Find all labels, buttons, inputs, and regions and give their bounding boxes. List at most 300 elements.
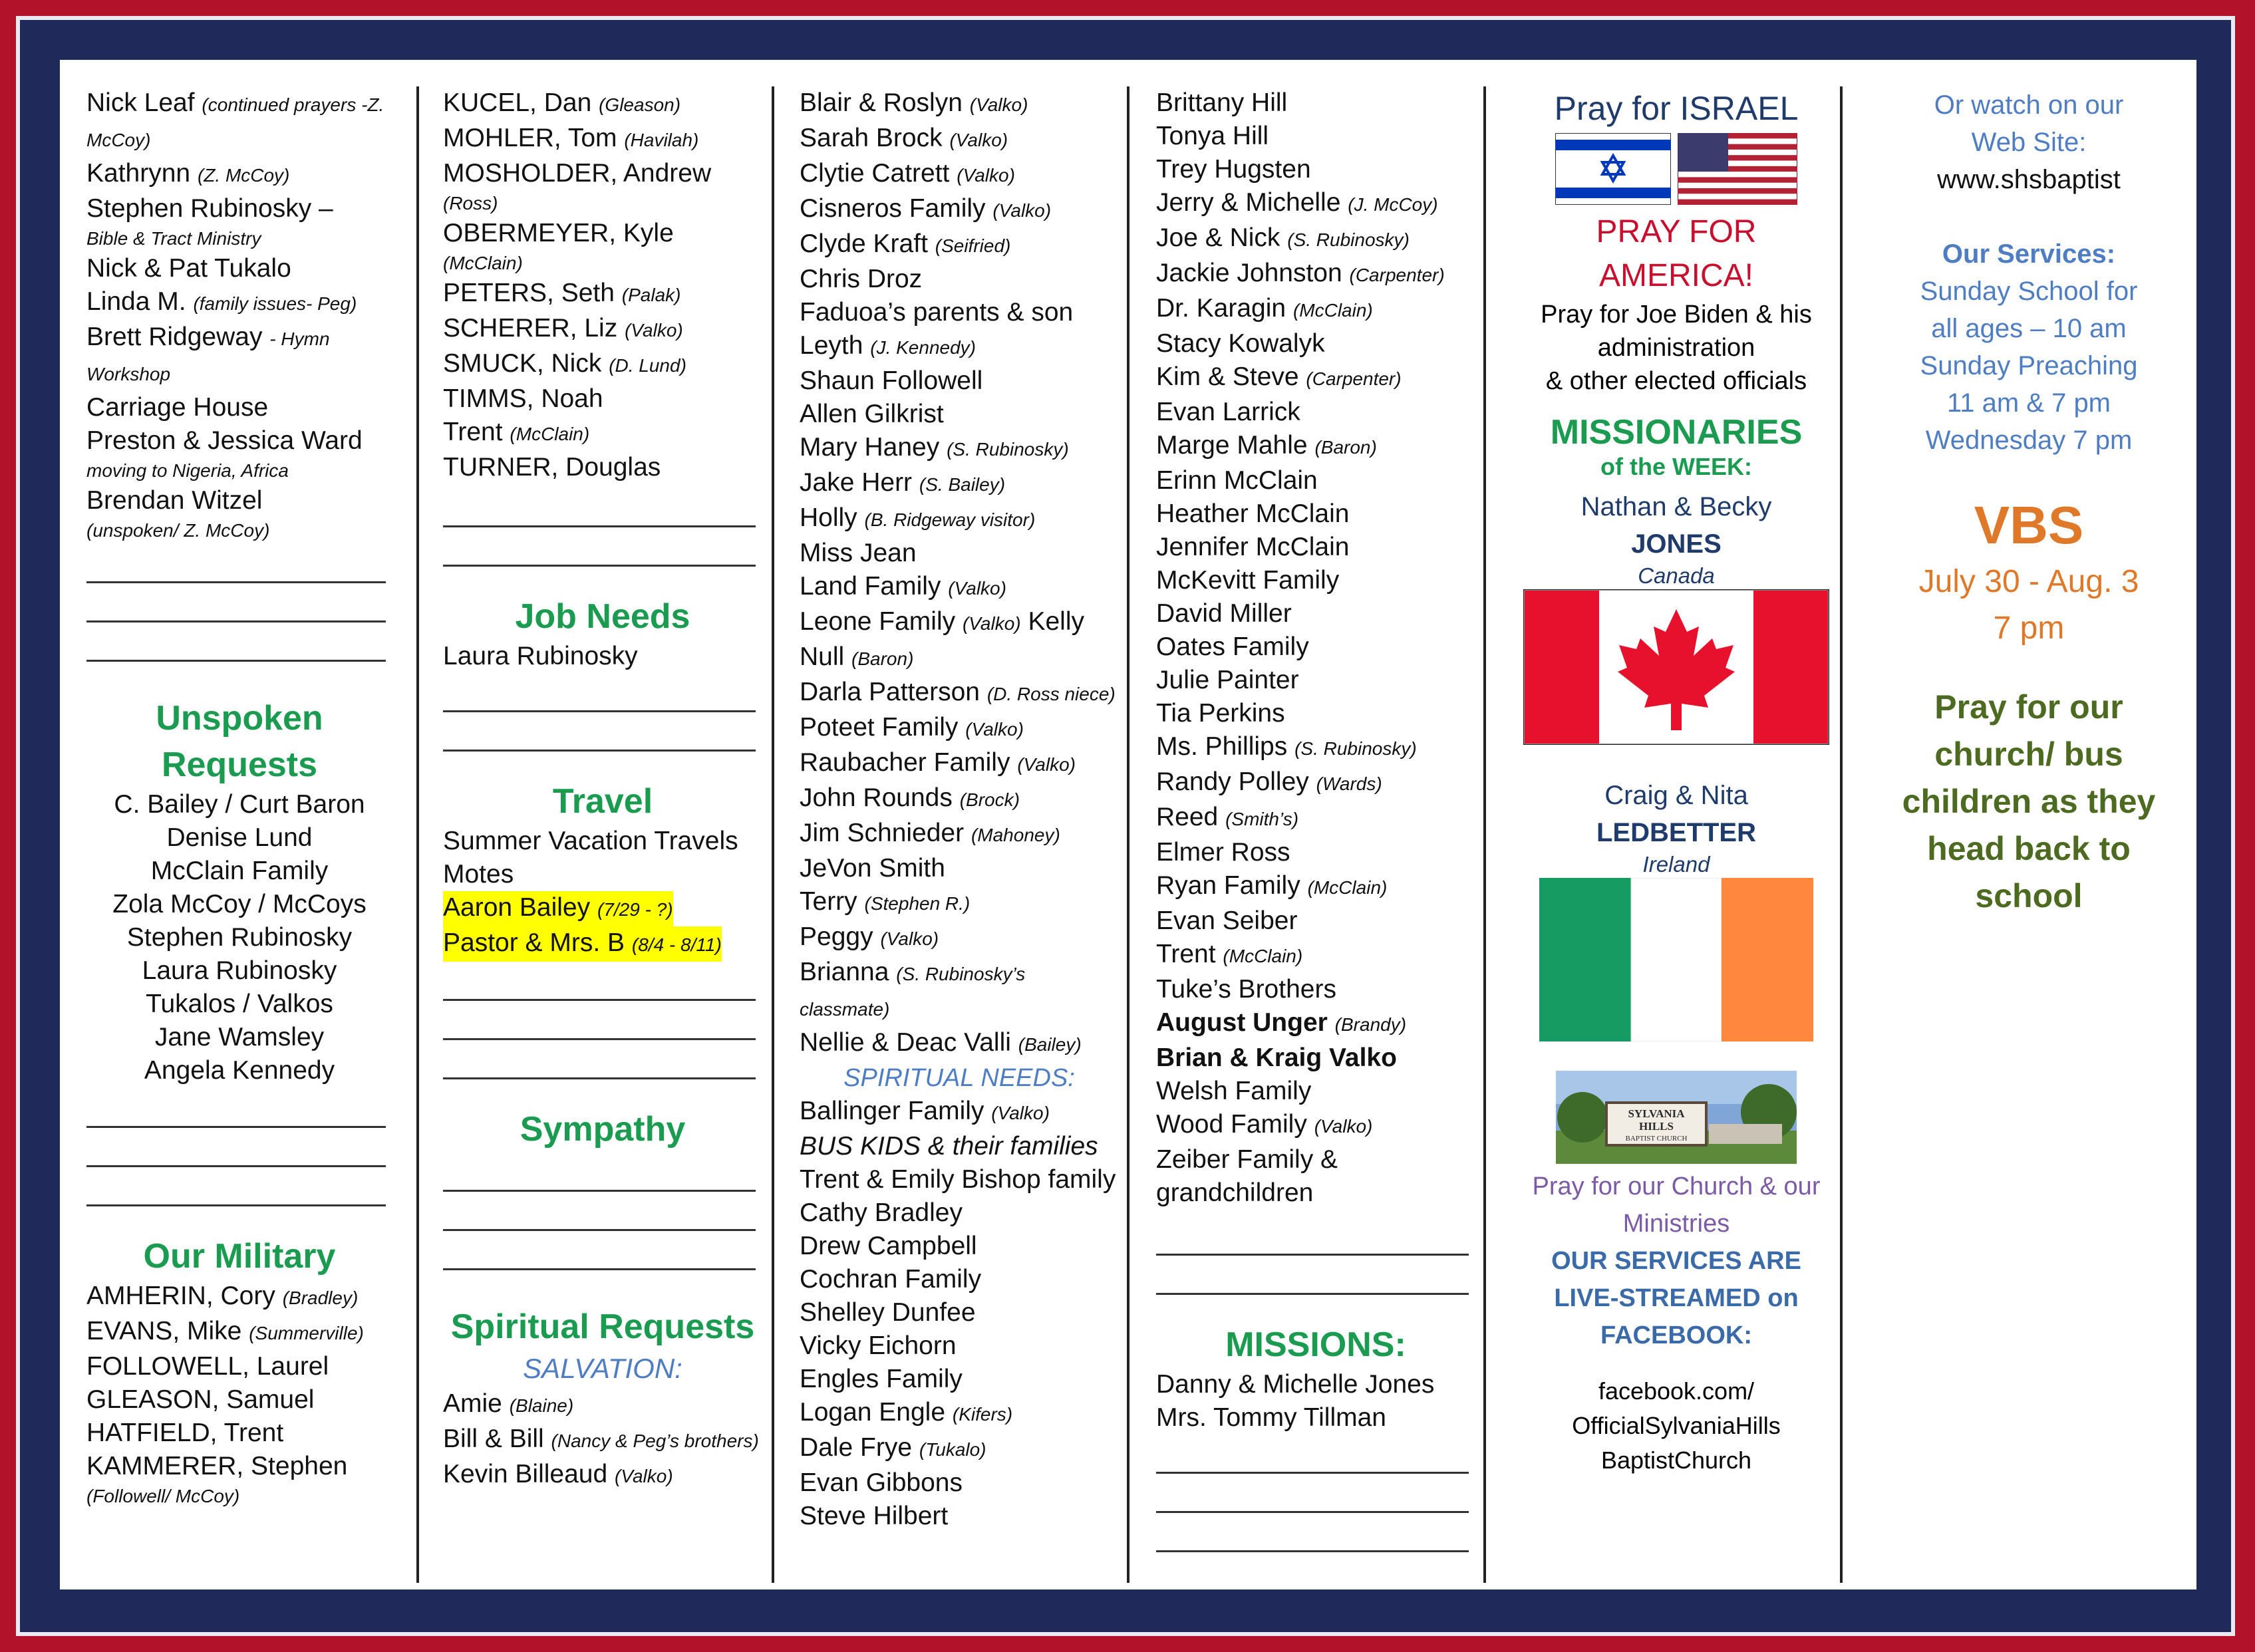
entry-note: (Baron) (851, 648, 914, 669)
prayer-list (86, 86, 392, 544)
blank-line (443, 964, 756, 1001)
entry-name: Nick & Pat Tukalo (86, 254, 291, 283)
blank-line (86, 547, 386, 583)
spiritual-need-item (1156, 153, 1475, 186)
entry-name: Brianna (800, 958, 889, 986)
entry-name: Erinn McClain (1156, 466, 1318, 495)
entry-note: (Carpenter) (1349, 265, 1445, 285)
entry-name: Trent (1156, 940, 1216, 968)
entry-note: - Hymn Workshop (86, 329, 330, 384)
salvation-item (800, 885, 1119, 920)
entry-note: (Valko) (948, 578, 1006, 599)
our-military-heading: Our Military (143, 1237, 336, 1276)
salvation-item (800, 157, 1119, 192)
salvation-item (800, 431, 1119, 466)
entry-name: TURNER, Douglas (443, 453, 661, 482)
entry-name: Kevin Billeaud (443, 1460, 608, 1488)
spiritual-need-item (1156, 973, 1475, 1006)
entry-note: (J. Kennedy) (870, 337, 976, 358)
entry-name: Poteet Family (800, 713, 959, 742)
entry-name: Leone Family (800, 607, 956, 636)
blank-line (443, 1004, 756, 1040)
spiritual-need-item (1156, 1041, 1475, 1075)
entry-name: Vicky Eichorn (800, 1331, 957, 1360)
entry-note: (Valko) (969, 94, 1028, 115)
unspoken-item: McClain Family (150, 857, 329, 885)
church-sign-line1: SYLVANIA (1628, 1107, 1685, 1120)
entry-name: Amie (443, 1389, 502, 1418)
entry-note: (D. Ross niece) (986, 684, 1116, 704)
entry-note: (Nancy & Peg’s brothers) (551, 1431, 759, 1451)
missionary-2-surname: LEDBETTER (1596, 818, 1756, 847)
job-list (443, 640, 762, 673)
entry-name: Brittany Hill (1156, 88, 1288, 117)
entry-name: Cathy Bradley (800, 1198, 963, 1227)
entry-name: GLEASON, Samuel (86, 1385, 315, 1414)
spiritual-needs-list (800, 1095, 1119, 1533)
spiritual-need-item (1156, 186, 1475, 221)
military-item (443, 217, 762, 250)
blank-line (443, 676, 756, 712)
military-item (86, 1417, 392, 1450)
blank-line (443, 715, 756, 752)
entry-note: (Seifried) (935, 235, 1011, 256)
spiritual-need-item (1156, 904, 1475, 938)
entry-note: (Gleason) (599, 94, 681, 115)
salvation-item (800, 398, 1119, 431)
entry-name: Bill & Bill (443, 1425, 544, 1453)
salvation-item (800, 640, 1119, 676)
entry-name: Trey Hugsten (1156, 155, 1311, 184)
entry-note: (Mahoney) (971, 825, 1060, 845)
column-6 (1869, 60, 2188, 1589)
spiritual-need-item (1156, 327, 1475, 360)
military-item (443, 312, 762, 347)
salvation-item (800, 852, 1119, 885)
entry-name: Peggy (800, 922, 873, 951)
entry-note: (Valko) (991, 1103, 1050, 1123)
spiritual-need-item (800, 1363, 1119, 1396)
entry-name: KUCEL, Dan (443, 88, 592, 117)
entry-name: AMHERIN, Cory (86, 1282, 275, 1310)
entry-name: Steve Hilbert (800, 1502, 949, 1530)
entry-note: (McClain) (1223, 946, 1303, 966)
highlighted-item (443, 891, 762, 926)
entry-name: Stephen Rubinosky – (86, 194, 333, 223)
entry-name: Chris Droz (800, 265, 923, 293)
entry-name: Darla Patterson (800, 678, 980, 706)
spiritual-need-item (800, 1500, 1119, 1533)
spiritual-need-item (800, 1196, 1119, 1230)
spiritual-need-item (1156, 464, 1475, 497)
entry-name: Trent & Emily Bishop family (800, 1165, 1116, 1194)
salvation-item (800, 605, 1119, 640)
entry-name: Allen Gilkrist (800, 400, 944, 428)
unspoken-item: Tukalos / Valkos (146, 990, 333, 1018)
entry-note: (Valko) (965, 719, 1024, 740)
spiritual-need-item (1156, 497, 1475, 531)
entry-note: (D. Lund) (609, 355, 686, 376)
salvation-item (800, 122, 1119, 157)
entry-note: (Bradley) (282, 1288, 359, 1308)
entry-name: Miss Jean (800, 539, 917, 567)
canada-flag-wrap (1510, 589, 1843, 745)
salvation-item (800, 537, 1119, 570)
spiritual-need-item (1156, 292, 1475, 327)
entry-name: Evan Larrick (1156, 398, 1300, 426)
entry-name: Ryan Family (1156, 871, 1300, 900)
blank-line (443, 1043, 756, 1079)
military-list (86, 1280, 392, 1510)
military-item (443, 382, 762, 416)
entry-name: KAMMERER, Stephen (86, 1452, 348, 1480)
blank-line (86, 1170, 386, 1206)
military-item (443, 347, 762, 382)
blank-line (1156, 1476, 1469, 1513)
spiritual-need-item (1156, 597, 1475, 630)
entry-name: MOHLER, Tom (443, 124, 617, 152)
spiritual-need-item (1156, 730, 1475, 765)
entry-note: (Z. McCoy) (197, 165, 290, 186)
entry-name: John Rounds (800, 783, 953, 812)
entry-name: Dr. Karagin (1156, 294, 1286, 323)
entry-note: (S. Rubinosky) (1287, 229, 1410, 250)
salvation-list (443, 1387, 762, 1493)
entry-subnote: moving to Nigeria, Africa (86, 460, 289, 481)
salvation-item (800, 227, 1119, 263)
church-sign-line3: BAPTIST CHURCH (1625, 1135, 1688, 1143)
missions-heading: MISSIONS: (1225, 1325, 1406, 1364)
entry-name: Null (800, 642, 845, 671)
entry-name: MOSHOLDER, Andrew (443, 159, 712, 188)
unspoken-item: C. Bailey / Curt Baron (114, 790, 365, 819)
missionaries-sub: of the WEEK: (1600, 453, 1752, 480)
entry-name: McKevitt Family (1156, 566, 1340, 595)
spiritual-need-item (800, 1263, 1119, 1296)
entry-name: Terry (800, 887, 857, 916)
entry-name: Raubacher Family (800, 748, 1010, 777)
unspoken-item: Zola McCoy / McCoys (112, 890, 367, 918)
facebook-url-2[interactable]: OfficialSylvaniaHills (1572, 1412, 1781, 1439)
salvation-item (800, 746, 1119, 781)
column-divider (772, 86, 774, 1583)
column-divider (1127, 86, 1129, 1583)
entry-name: Shelley Dunfee (800, 1298, 976, 1327)
elected-officials: & other elected officials (1545, 367, 1807, 395)
service-time: all ages – 10 am (1931, 314, 2127, 343)
entry-note: (Kifers) (952, 1404, 1013, 1425)
salvation-item (800, 329, 1119, 364)
facebook-url-3[interactable]: BaptistChurch (1600, 1446, 1752, 1474)
entry-name: Oates Family (1156, 632, 1309, 661)
entry-name: Welsh Family (1156, 1077, 1312, 1105)
website-url[interactable]: www.shsbaptist (1937, 165, 2121, 194)
entry-name: Carriage House (86, 393, 269, 422)
entry-name: Marge Mahle (1156, 431, 1308, 460)
flag-row (1510, 133, 1843, 205)
bus-children-prayer: Pray for our church/ bus children as they head back to school (1902, 688, 2156, 914)
entry-name: Brendan Witzel (86, 486, 263, 515)
spiritual-need-item (1156, 1108, 1475, 1143)
entry-subnote: (unspoken/ Z. McCoy) (86, 520, 270, 541)
spiritual-requests-heading: Spiritual Requests (450, 1308, 755, 1346)
entry-note: (S. Bailey) (919, 474, 1006, 495)
spiritual-need-item (800, 1329, 1119, 1363)
travel-list (443, 825, 762, 962)
entry-note: (Palak) (621, 285, 681, 305)
entry-name: OBERMEYER, Kyle (443, 219, 674, 247)
salvation-item (800, 501, 1119, 537)
salvation-item (800, 1026, 1119, 1061)
bulletin-sheet (60, 60, 2196, 1589)
spiritual-need-item (800, 1466, 1119, 1500)
spiritual-need-item (1156, 697, 1475, 730)
blank-line (86, 586, 386, 622)
canada-flag-icon (1523, 589, 1829, 745)
entry-note: (Brock) (959, 789, 1020, 810)
spiritual-need-item (1156, 86, 1475, 120)
salvation-list-cont (800, 86, 1119, 1061)
unspoken-item: Jane Wamsley (154, 1023, 325, 1051)
blank-line (86, 625, 386, 662)
entry-name: Elmer Ross (1156, 838, 1290, 867)
salvation-item (800, 192, 1119, 227)
entry-note: (Valko) (949, 130, 1008, 150)
entry-subnote: (Followell/ McCoy) (86, 1486, 240, 1506)
entry-note: (S. Rubinosky’s classmate) (800, 964, 1026, 1020)
salvation-item (800, 676, 1119, 711)
spiritual-need-item (800, 1431, 1119, 1466)
church-sign-line2: HILLS (1639, 1120, 1674, 1133)
column-divider (1483, 86, 1486, 1583)
column-3 (800, 60, 1119, 1589)
entry-note: (Valko) (1314, 1116, 1373, 1137)
entry-note: (S. Rubinosky) (947, 439, 1069, 460)
watch-line-2: Web Site: (1971, 128, 2087, 157)
entry-name: August Unger (1156, 1008, 1328, 1037)
salvation-item (800, 711, 1119, 746)
entry-name: EVANS, Mike (86, 1317, 242, 1345)
salvation-item (443, 1387, 762, 1423)
entry-note: (continued prayers -Z. McCoy) (86, 94, 384, 150)
entry-subnote: Bible & Tract Ministry (86, 228, 261, 249)
salvation-item (800, 86, 1119, 122)
blank-line (1156, 1219, 1469, 1256)
blank-line (443, 1234, 756, 1270)
missions-list (1156, 1368, 1475, 1435)
service-time: Sunday School for (1920, 277, 2138, 306)
travel-item (443, 926, 722, 962)
entry-note: (Blaine) (509, 1395, 574, 1416)
entry-name: Aaron Bailey (443, 893, 591, 922)
entry-name: Ms. Phillips (1156, 732, 1288, 761)
spiritual-need-item (1156, 630, 1475, 664)
blank-line (1156, 1516, 1469, 1552)
column-1 (86, 60, 392, 1589)
entry-name: Sarah Brock (800, 124, 943, 152)
spiritual-needs-list-cont (1156, 86, 1475, 1210)
salvation-item (800, 781, 1119, 817)
salvation-item (800, 570, 1119, 605)
entry-name: Shaun Followell (800, 366, 983, 395)
entry-name: Trent (443, 418, 503, 446)
church-photo-wrap (1510, 1071, 1843, 1164)
salvation-item (443, 1423, 762, 1458)
vbs-heading: VBS (1974, 495, 2084, 555)
salvation-item (800, 364, 1119, 398)
spiritual-need-item (1156, 257, 1475, 292)
missionary-1-surname: JONES (1631, 529, 1722, 559)
blank-line (443, 530, 756, 567)
travel-item: Motes (443, 860, 514, 889)
spiritual-need-item (1156, 1006, 1475, 1041)
entry-name: Jennifer McClain (1156, 533, 1350, 561)
missions-item: Danny & Michelle Jones (1156, 1370, 1435, 1399)
spiritual-need-item (1156, 664, 1475, 697)
prayer-item (86, 252, 392, 285)
spiritual-need-item (800, 1296, 1119, 1329)
missionary-1-country: Canada (1638, 563, 1715, 588)
entry-note: (Valko) (992, 200, 1052, 221)
prayer-item (86, 157, 392, 192)
entry-note: (Valko) (1017, 754, 1076, 775)
spiritual-need-item (1156, 531, 1475, 564)
entry-name: Clyde Kraft (800, 229, 928, 258)
blank-line (443, 1155, 756, 1192)
entry-note: (Valko) (957, 165, 1015, 186)
salvation-item (800, 466, 1119, 501)
spiritual-need-item (1156, 1143, 1475, 1210)
entry-name: Dale Frye (800, 1433, 913, 1462)
entry-note: (McClain) (510, 424, 590, 444)
entry-note: (8/4 - 8/11) (631, 934, 722, 955)
entry-name: Reed (1156, 803, 1219, 831)
blank-line (86, 1131, 386, 1167)
column-divider (416, 86, 419, 1583)
salvation-heading: SALVATION: (523, 1353, 682, 1384)
salvation-item (800, 296, 1119, 329)
entry-name: Tonya Hill (1156, 122, 1269, 150)
sympathy-heading: Sympathy (520, 1110, 686, 1149)
entry-subnote: (Ross) (443, 193, 498, 213)
service-time: 11 am & 7 pm (1946, 388, 2111, 418)
spiritual-need-item (1156, 221, 1475, 257)
entry-note: (Carpenter) (1306, 368, 1402, 389)
job-needs-heading: Job Needs (515, 597, 690, 636)
entry-note: (McClain) (1292, 300, 1373, 321)
salvation-item (800, 956, 1119, 1026)
spiritual-need-item (1156, 801, 1475, 836)
entry-note: (Stephen R.) (864, 893, 971, 914)
military-item (443, 277, 762, 312)
entry-name: Tia Perkins (1156, 699, 1285, 728)
spiritual-need-item (1156, 396, 1475, 429)
entry-note: (7/29 - ?) (597, 899, 673, 920)
entry-note: (Valko) (962, 613, 1021, 634)
facebook-url-1[interactable]: facebook.com/ (1598, 1377, 1755, 1405)
entry-name: SMUCK, Nick (443, 349, 602, 378)
pray-for-president: Pray for Joe Biden & his administration (1541, 301, 1812, 362)
entry-note: (McClain) (1307, 877, 1388, 898)
spiritual-need-item (800, 1230, 1119, 1263)
entry-note: (Baron) (1314, 437, 1377, 458)
military-item (86, 1450, 392, 1483)
military-item (443, 122, 762, 157)
church-ministries-prayer: Pray for our Church & our Ministries (1532, 1172, 1821, 1238)
ireland-flag-icon (1539, 878, 1813, 1041)
salvation-item (443, 1458, 762, 1493)
unspoken-item: Stephen Rubinosky (126, 923, 353, 952)
entry-name: Jim Schnieder (800, 819, 965, 847)
watch-line-1: Or watch on our (1934, 90, 2124, 120)
entry-note: (Bailey) (1018, 1034, 1082, 1055)
prayer-item (86, 321, 392, 391)
blank-line (443, 1194, 756, 1231)
entry-name: Blair & Roslyn (800, 88, 963, 117)
us-flag-icon (1678, 133, 1797, 205)
spiritual-need-item (1156, 765, 1475, 801)
entry-note: (Valko) (615, 1466, 673, 1486)
entry-name: Cochran Family (800, 1265, 982, 1294)
entry-name: Faduoa’s parents & son (800, 298, 1074, 327)
vbs-time: 7 pm (1993, 611, 2065, 646)
entry-name: Preston & Jessica Ward (86, 426, 363, 455)
entry-name: Land Family (800, 572, 941, 601)
entry-name: HATFIELD, Trent (86, 1419, 284, 1447)
prayer-item (86, 391, 392, 424)
spiritual-needs-heading: SPIRITUAL NEEDS: (843, 1064, 1075, 1092)
entry-name: Jerry & Michelle (1156, 188, 1341, 217)
spiritual-need-item (1156, 836, 1475, 869)
salvation-item (800, 817, 1119, 852)
ireland-flag-wrap (1510, 878, 1843, 1041)
entry-name: Julie Painter (1156, 666, 1299, 694)
military-item (86, 1383, 392, 1417)
entry-name: Nellie & Deac Valli (800, 1028, 1011, 1057)
entry-note: (Valko) (880, 928, 939, 949)
spiritual-need-item (800, 1163, 1119, 1196)
service-time: Sunday Preaching (1920, 351, 2138, 380)
military-item (443, 157, 762, 190)
vbs-dates: July 30 - Aug. 3 (1918, 564, 2139, 599)
missionaries-heading: MISSIONARIES (1550, 413, 1803, 452)
blank-line (443, 491, 756, 527)
israel-flag-icon (1555, 133, 1671, 205)
unspoken-item: Denise Lund (166, 823, 313, 852)
column-2 (443, 60, 762, 1589)
entry-note: (Wards) (1316, 773, 1382, 794)
highlighted-item (443, 926, 762, 962)
entry-name: FOLLOWELL, Laurel (86, 1352, 329, 1381)
entry-note: (J. McCoy) (1348, 194, 1438, 215)
entry-name: PETERS, Seth (443, 279, 615, 307)
entry-name: Joe & Nick (1156, 223, 1280, 252)
military-item (86, 1280, 392, 1315)
entry-name: JeVon Smith (800, 854, 945, 883)
entry-name: Linda M. (86, 287, 186, 316)
blank-line (1156, 1437, 1469, 1474)
entry-name: Pastor & Mrs. B (443, 928, 625, 957)
entry-note: (Summerville) (249, 1323, 364, 1343)
services-list (1869, 273, 2188, 459)
travel-heading: Travel (552, 782, 653, 821)
entry-name: SCHERER, Liz (443, 314, 618, 343)
prayer-item (86, 424, 392, 458)
missionary-2-country: Ireland (1642, 852, 1710, 877)
spiritual-need-item (800, 1396, 1119, 1431)
spiritual-need-item (1156, 869, 1475, 904)
military-item (443, 416, 762, 451)
